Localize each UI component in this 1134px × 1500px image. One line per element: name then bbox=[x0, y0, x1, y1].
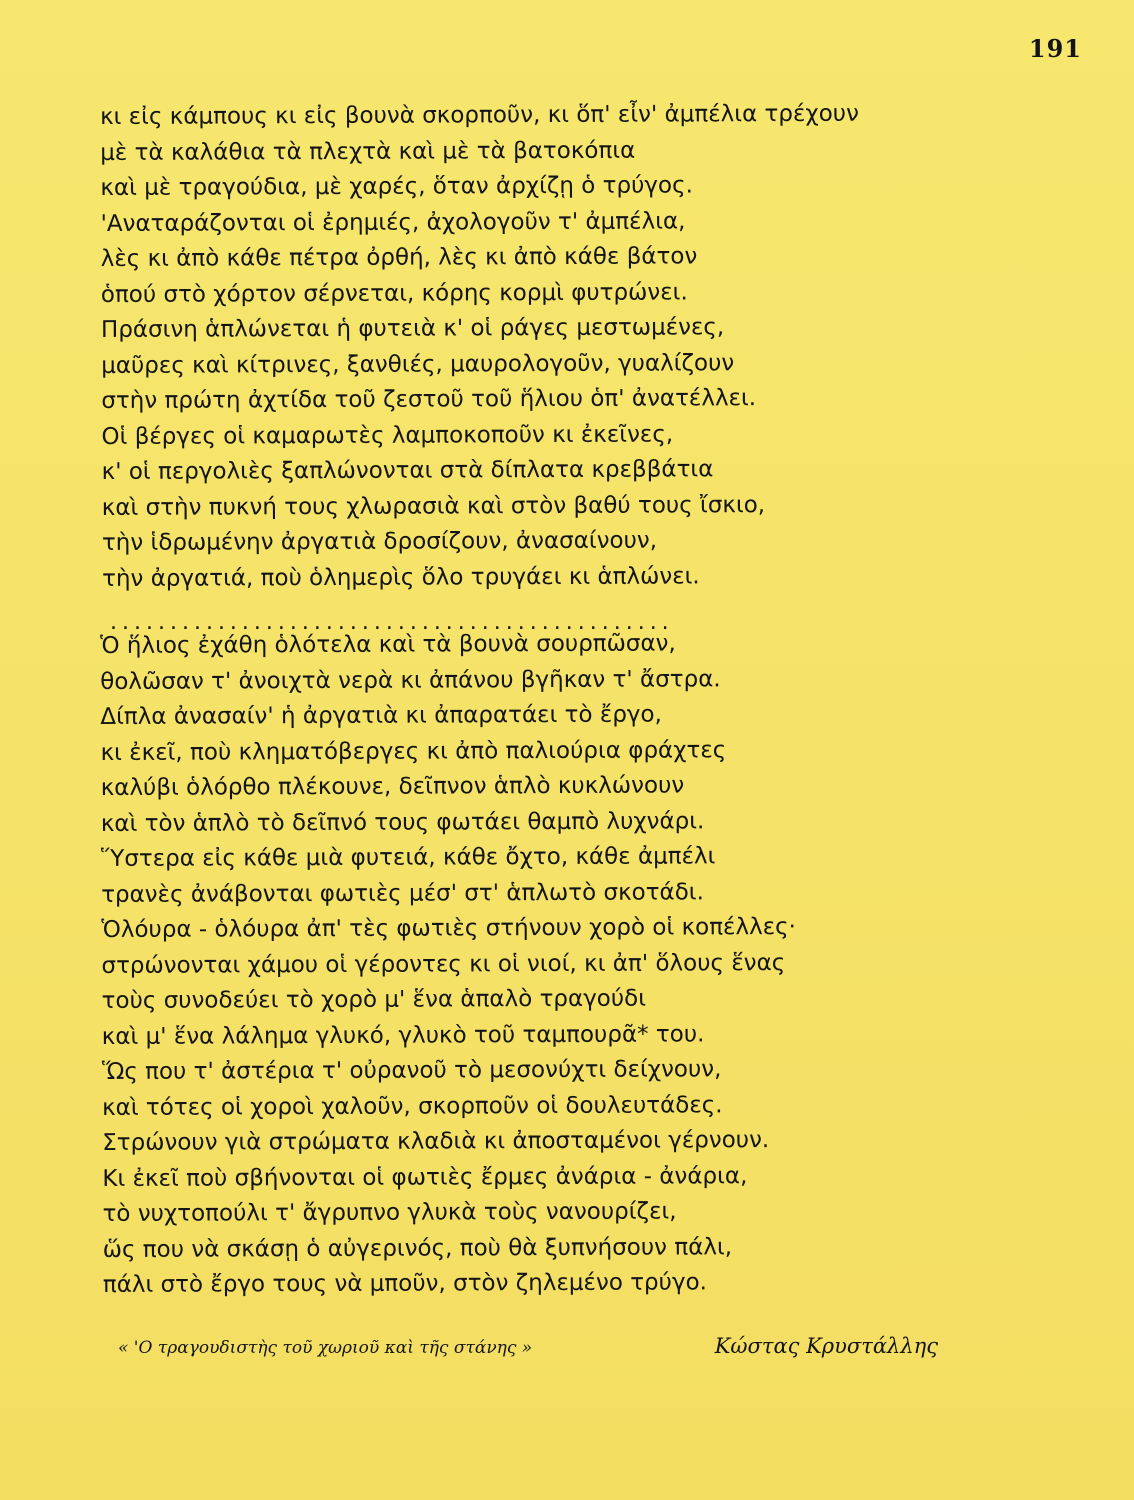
page-number: 191 bbox=[1028, 34, 1082, 63]
poem-line: Πράσινη ἁπλώνεται ἡ φυτειὰ κ' οἱ ράγες μεστωμένες, bbox=[100, 314, 725, 343]
poem-line: τὴν ἀργατιά, ποὺ ὁλημερὶς ὅλο τρυγάει κι ἁπλώνει. bbox=[102, 562, 700, 592]
poem-line: καὶ μ' ἕνα λάλημα γλυκό, γλυκὸ τοῦ ταμπουρᾶ* του. bbox=[101, 1020, 705, 1050]
poem-line: θολῶσαν τ' ἀνοιχτὰ νερὰ κι ἀπάνου βγῆκαν τ' ἄστρα. bbox=[100, 665, 721, 695]
poem-line: λὲς κι ἀπὸ κάθε πέτρα ὀρθή, λὲς κι ἀπὸ κάθε βάτον bbox=[100, 243, 698, 272]
poem-line: τὸ νυχτοπούλι τ' ἄγρυπνο γλυκὰ τοὺς νανουρίζει, bbox=[102, 1198, 677, 1227]
poem-line: πάλι στὸ ἔργο τους νὰ μποῦν, στὸν ζηλεμένο τρύγο. bbox=[102, 1269, 707, 1298]
poem-line: καὶ στὴν πυκνή τους χλωρασιὰ καὶ στὸν βαθύ τους ἴσκιο, bbox=[101, 491, 766, 521]
poem-line: Ὁλόυρα - ὁλόυρα ἀπ' τὲς φωτιὲς στήνουν χορὸ οἱ κοπέλλες· bbox=[101, 913, 796, 943]
poem-line: κι εἰς κάμπους κι εἰς βουνὰ σκορποῦν, κι ὅπ' εἶν' ἀμπέλια τρέχουν bbox=[100, 100, 859, 130]
poem-line: Δίπλα ἀνασαίν' ἡ ἀργατιὰ κι ἀπαρατάει τὸ ἔργο, bbox=[100, 701, 662, 730]
poem-line: μὲ τὰ καλάθια τὰ πλεχτὰ καὶ μὲ τὰ βατοκόπια bbox=[100, 137, 636, 166]
section-divider-dots: ............................................... bbox=[110, 610, 674, 635]
poem-line: Ὕστερα εἰς κάθε μιὰ φυτειά, κάθε ὄχτο, κάθε ἀμπέλι bbox=[100, 843, 716, 872]
poem-line: μαῦρες καὶ κίτρινες, ξανθιές, μαυρολογοῦν, γυαλίζουν bbox=[101, 349, 735, 379]
poem-line: Οἱ βέργες οἱ καμαρωτὲς λαμποκοποῦν κι ἐκεῖνες, bbox=[101, 421, 674, 450]
poem-line: τοὺς συνοδεύει τὸ χορὸ μ' ἕνα ἁπαλὸ τραγούδι bbox=[101, 985, 647, 1014]
poem-line: κι ἐκεῖ, ποὺ κληματόβεργες κι ἀπὸ παλιούρια φράχτες bbox=[100, 736, 727, 766]
source-title: « 'Ο τραγουδιστὴς τοῦ χωριοῦ καὶ τῆς στάνης » bbox=[118, 1338, 533, 1358]
poem-line: στὴν πρώτη ἀχτίδα τοῦ ζεστοῦ τοῦ ἥλιου ὁπ' ἀνατέλλει. bbox=[101, 385, 757, 414]
stanza-first bbox=[100, 96, 982, 597]
poem-line: τὴν ἱδρωμένην ἀργατιὰ δροσίζουν, ἀνασαίνουν, bbox=[101, 527, 658, 556]
poem-line: στρώνονται χάμου οἱ γέροντες κι οἱ νιοί, κι ἀπ' ὅλους ἕνας bbox=[101, 949, 786, 979]
poem-line: καλύβι ὁλόρθο πλέκουνε, δεῖπνον ἁπλὸ κυκλώνουν bbox=[100, 772, 685, 801]
poem-line: ὥς που νὰ σκάσῃ ὁ αὐγερινός, ποὺ θὰ ξυπνήσουν πάλι, bbox=[102, 1233, 733, 1263]
poem-line: 'Αναταράζονται οἱ ἐρημιές, ἀχολογοῦν τ' ἀμπέλια, bbox=[100, 207, 686, 237]
author-name: Κώστας Κρυστάλλης bbox=[714, 1334, 938, 1358]
attribution bbox=[118, 1334, 938, 1358]
poem-line: Ὥς που τ' ἀστέρια τ' οὐρανοῦ τὸ μεσονύχτι δείχνουν, bbox=[101, 1056, 722, 1085]
poem-line: καὶ τότες οἱ χοροὶ χαλοῦν, σκορποῦν οἱ δουλευτάδες. bbox=[102, 1091, 723, 1121]
stanza-second bbox=[100, 625, 983, 1303]
poem-line: καὶ τὸν ἁπλὸ τὸ δεῖπνό τους φωτάει θαμπὸ λυχνάρι. bbox=[100, 807, 705, 837]
poem-line: κ' οἱ περγολιὲς ξαπλώνονται στὰ δίπλατα κρεββάτια bbox=[101, 456, 714, 485]
poem-line: Ὁ ἥλιος ἐχάθη ὁλότελα καὶ τὰ βουνὰ σουρπῶσαν, bbox=[100, 630, 676, 659]
poem-line: ὁπού στὸ χόρτον σέρνεται, κόρης κορμὶ φυτρώνει. bbox=[100, 278, 688, 308]
poem-line: Κι ἐκεῖ ποὺ σβήνονται οἱ φωτιὲς ἔρμες ἀνάρια - ἀνάρια, bbox=[102, 1162, 748, 1192]
poem-line: τρανὲς ἀνάβονται φωτιὲς μέσ' στ' ἁπλωτὸ σκοτάδι. bbox=[101, 878, 704, 908]
poem-line: καὶ μὲ τραγούδια, μὲ χαρές, ὅταν ἀρχίζῃ ὁ τρύγος. bbox=[100, 172, 693, 201]
poem-line: Στρώνουν γιὰ στρώματα κλαδιὰ κι ἀποσταμένοι γέρνουν. bbox=[102, 1127, 770, 1156]
